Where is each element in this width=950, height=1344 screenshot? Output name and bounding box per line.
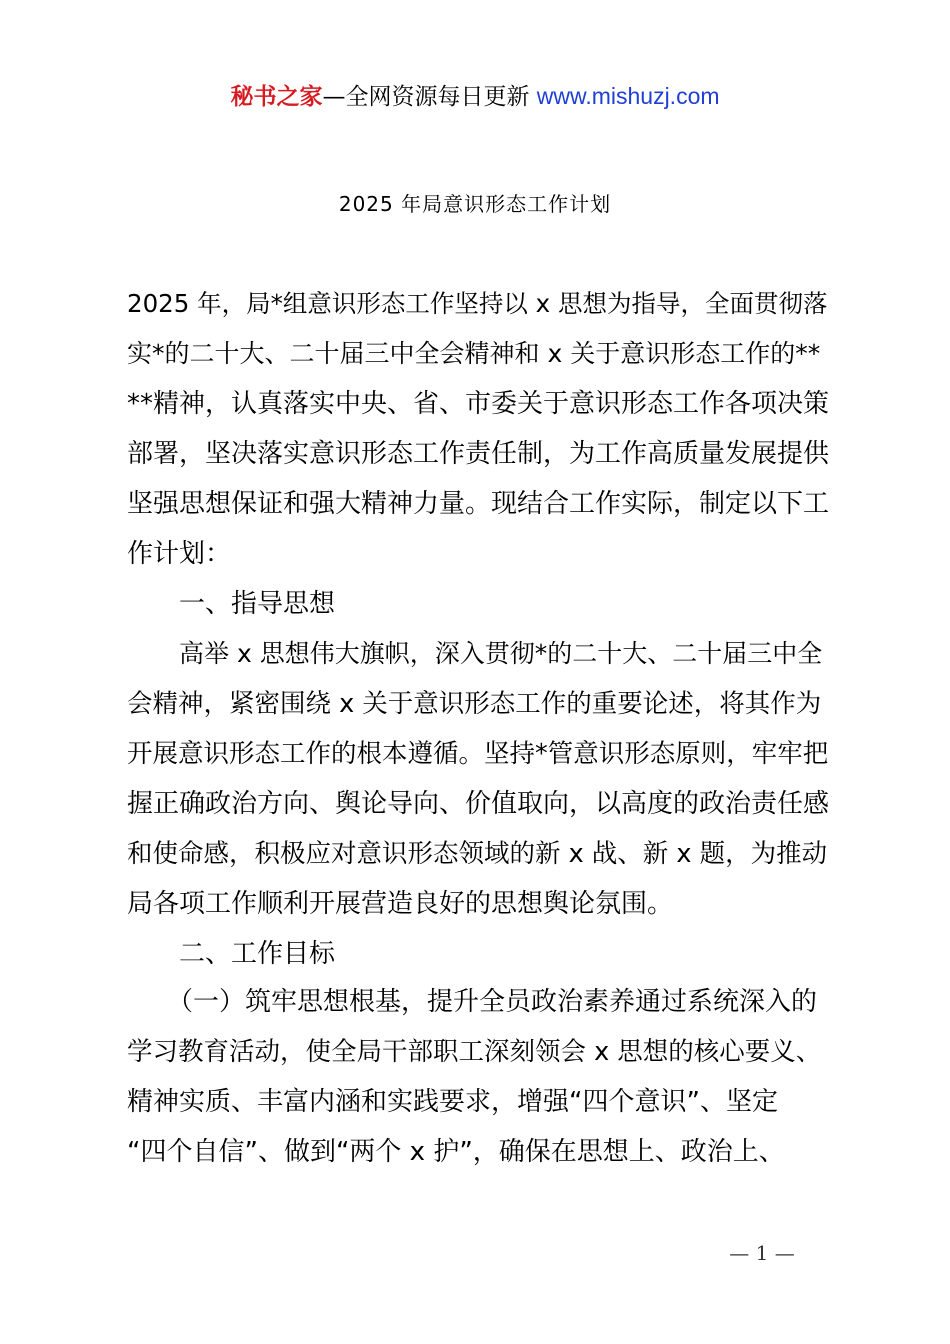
text-line: 开展意识形态工作的根本遵循。坚持*管意识形态原则，牢牢把 [127,739,829,769]
text-line: 学习教育活动，使全局干部职工深刻领会 x 思想的核心要义、 [127,1037,822,1067]
site-brand: 秘书之家 [230,84,323,110]
text-line: 局各项工作顺利开展营造良好的思想舆论氛围。 [127,889,674,919]
text-line: （一）筑牢思想根基，提升全员政治素养通过系统深入的 [167,987,818,1017]
text-line: 高举 x 思想伟大旗帜，深入贯彻*的二十大、二十届三中全 [179,639,823,668]
text-line: 作计划： [127,539,232,569]
text-line: 坚强思想保证和强大精神力量。现结合工作实际，制定以下工 [127,489,830,519]
text-line: **精神，认真落实中央、省、市委关于意识形态工作各项决策 [127,389,830,419]
text-line: 部署，坚决落实意识形态工作责任制，为工作高质量发展提供 [127,439,830,469]
section-heading: 一、指导思想 [179,589,336,619]
text-line: 和使命感，积极应对意识形态领域的新 x 战、新 x 题，为推动 [127,839,828,869]
site-url-link[interactable]: www.mishuzj.com [536,83,720,109]
section-heading: 二、工作目标 [179,939,336,969]
text-line: “四个自信”、做到“两个 x 护”，确保在思想上、政治上、 [127,1137,785,1167]
site-header [0,80,950,113]
page-number: — 1 — [729,1241,795,1265]
text-line: 会精神，紧密围绕 x 关于意识形态工作的重要论述，将其作为 [127,689,822,719]
document-title: 2025 年局意识形态工作计划 [338,192,612,216]
site-tagline: —全网资源每日更新 [322,84,537,110]
text-line: 实*的二十大、二十届三中全会精神和 x 关于意识形态工作的** [127,339,821,368]
text-line: 精神实质、丰富内涵和实践要求，增强“四个意识”、坚定 [127,1087,778,1117]
text-line: 握正确政治方向、舆论导向、价值取向，以高度的政治责任感 [127,789,830,819]
text-line: 2025 年，局*组意识形态工作坚持以 x 思想为指导，全面贯彻落 [127,289,828,318]
